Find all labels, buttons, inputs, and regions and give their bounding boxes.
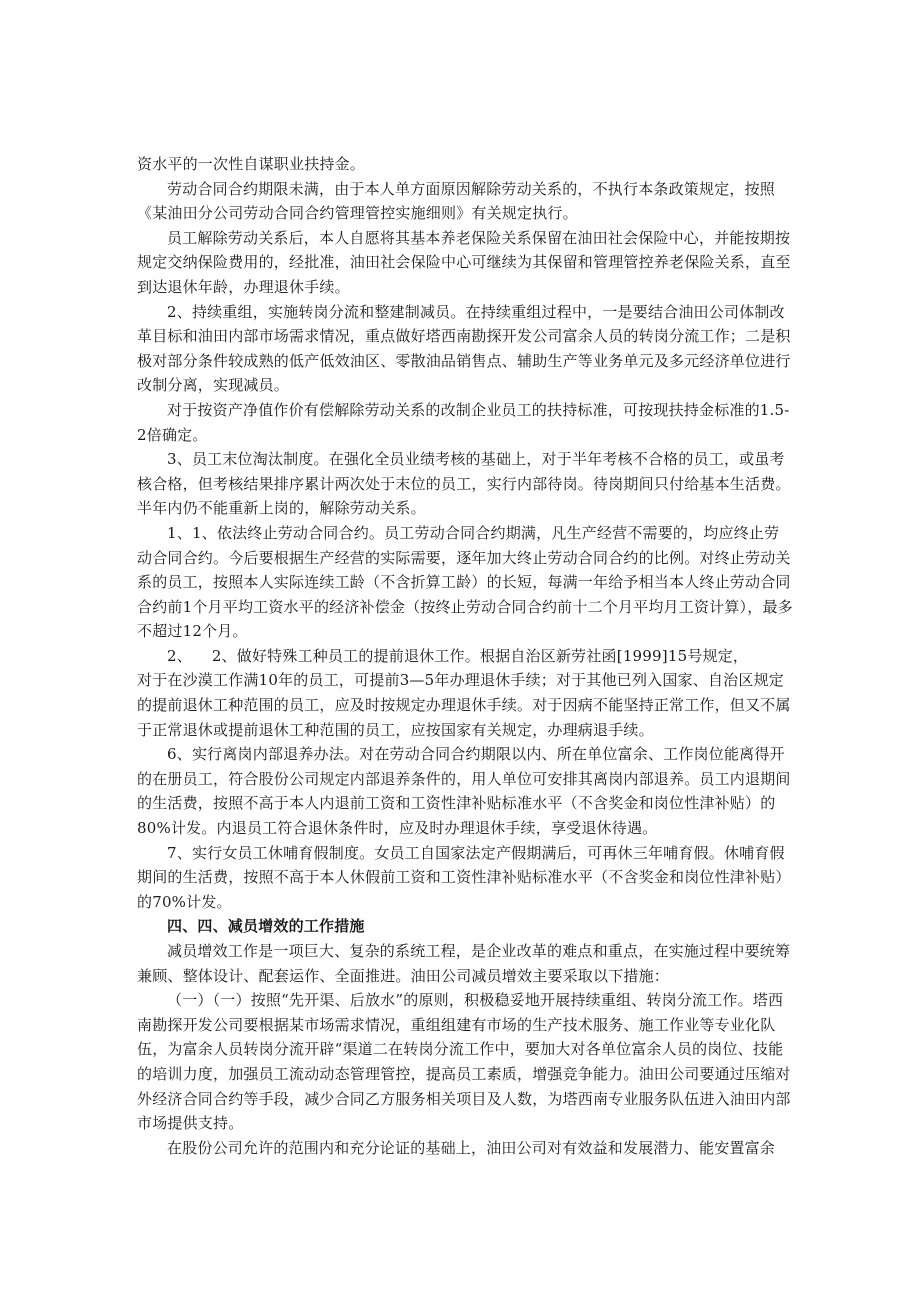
paragraph-elimination-system: 3、员工末位淘汰制度。在强化全员业绩考核的基础上，对于半年考核不合格的员工，或虽考核合格，但考核结果排序累计两次处于末位的员工，实行内部待岗。待岗期间只付给基本生活费。半年内仍不能重新上岗的，解除劳动关系。: [137, 450, 791, 518]
paragraph-early-retirement-body: 对于在沙漠工作满10年的员工，可提前3—5年办理退休手续；对于其他已列入国家、自治区规定的提前退休工种范围的员工，应及时按规定办理退休手续。对于因病不能坚持正常工作，但又不属于正常退休或提前退休工种范围的员工，应按国家有关规定，办理病退手续。: [137, 671, 791, 739]
paragraph-pension-retention: 员工解除劳动关系后，本人自愿将其基本养老保险关系保留在油田社会保险中心，并能按期按规定交纳保险费用的，经批准，油田社会保险中心可继续为其保留和管理管控养老保险关系，直至到达退休年龄，办理退休手续。: [137, 228, 791, 296]
paragraph-early-retirement-title: 2、 2、做好特殊工种员工的提前退休工作。根据自治区新劳社函[1999]15号规定，: [167, 646, 749, 665]
paragraph-measure-continued: 在股份公司允许的范围内和充分论证的基础上，油田公司对有效益和发展潜力、能安置富余: [167, 1138, 776, 1157]
paragraph-support-standard: 对于按资产净值作价有偿解除劳动关系的改制企业员工的扶持标准，可按现扶持金标准的1.5-2倍确定。: [137, 400, 790, 444]
paragraph-internal-retirement: 6、实行离岗内部退养办法。对在劳动合同合约期限以内、所在单位富余、工作岗位能离得开的在册员工，符合股份公司规定内部退养条件的，用人单位可安排其离岗内部退养。员工内退期间的生活费，按照不高于本人内退前工资和工资性津补贴标准水平（不含奖金和岗位性津补贴）的80%计发。内退员工符合退休条件时，应及时办理退休手续，享受退休待遇。: [137, 745, 791, 838]
paragraph-restructuring: 2、持续重组，实施转岗分流和整建制减员。在持续重组过程中，一是要结合油田公司体制改革目标和油田内部市场需求情况，重点做好塔西南勘探开发公司富余人员的转岗分流工作；二是积极对部分条件较成熟的低产低效油区、零散油品销售点、辅助生产等业务单元及多元经济单位进行改制分离，实现减员。: [137, 302, 791, 395]
paragraph-contract-unexpired: 劳动合同合约期限未满，由于本人单方面原因解除劳动关系的，不执行本条政策规定，按照《某油田分公司劳动合同合约管理管控实施细则》有关规定执行。: [137, 179, 776, 223]
paragraph-contract-termination: 1、1、依法终止劳动合同合约。员工劳动合同合约期满，凡生产经营不需要的，均应终止劳动合同合约。今后要根据生产经营的实际需要，逐年加大终止劳动合同合约的比例。对终止劳动关系的员工，按照本人实际连续工龄（不含折算工龄）的长短，每满一年给予相当本人终止劳动合同合约前1个月平均工资水平的经济补偿金（按终止劳动合同合约前十二个月平均月工资计算），最多不超过12个月。: [137, 523, 793, 641]
paragraph-measures-intro: 减员增效工作是一项巨大、复杂的系统工程，是企业改革的难点和重点，在实施过程中要统筹兼顾、整体设计、配套运作、全面推进。油田公司减员增效主要采取以下措施：: [137, 942, 791, 985]
paragraph-measure-one: （一）（一）按照“先开渠、后放水”的原则，积极稳妥地开展持续重组、转岗分流工作。塔西南勘探开发公司要根据某市场需求情况，重组组建有市场的生产技术服务、施工作业等专业化队伍，为富余人员转岗分流开辟“渠道二在转岗分流工作中，要加大对各单位富余人员的岗位、技能的培训力度，加强员工流动动态管理管控，提高员工素质，增强竞争能力。油田公司要通过压缩对外经济合同合约等手段，减少合同乙方服务相关项目及人数，为塔西南专业服务队伍进入油田内部市场提供支持。: [137, 991, 791, 1133]
paragraph-nursing-leave: 7、实行女员工休哺育假制度。女员工自国家法定产假期满后，可再休三年哺育假。休哺育假期间的生活费，按照不高于本人休假前工资和工资性津补贴标准水平（不含奖金和岗位性津补贴）的70%计发。: [137, 843, 791, 911]
section-heading-measures: 四、四、减员增效的工作措施: [167, 917, 365, 936]
paragraph-continued: 资水平的一次性自谋职业扶持金。: [137, 155, 366, 173]
document-body: [137, 152, 794, 1160]
